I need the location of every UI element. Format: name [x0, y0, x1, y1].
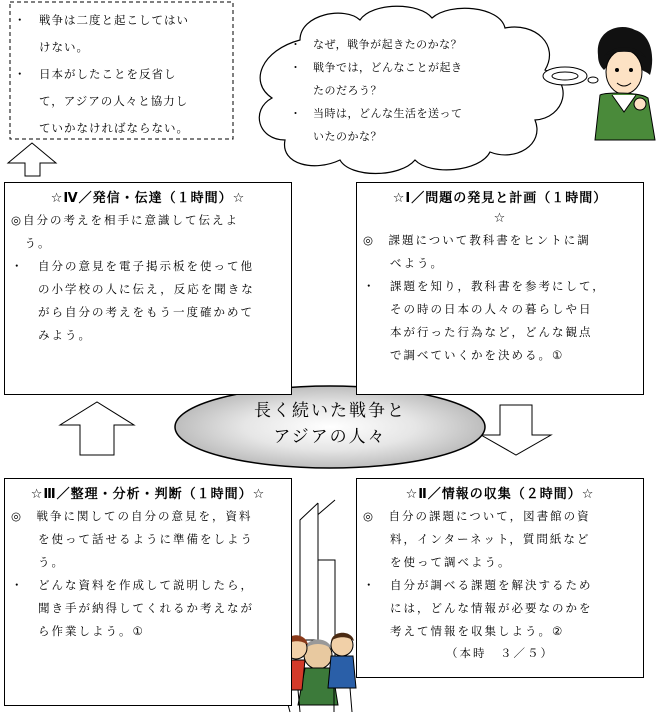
step-line: で調べていくかを決める。① [363, 348, 565, 362]
thought-text [290, 33, 520, 148]
step-line: 聞き手が納得してくれるか考えなが [11, 601, 254, 615]
step-line: ・ どんな資料を作成して説明したら， [11, 578, 254, 592]
note-line: けない。 [14, 40, 89, 54]
center-title-line1: 長く続いた戦争と [254, 401, 406, 421]
step-line: ・ 課題を知り，教科書を参考にして， [363, 279, 606, 293]
thought-line: ・ なぜ，戦争が起きたのかな？ [290, 38, 463, 51]
thought-bubble-small [588, 77, 598, 83]
step-line: の小学校の人に伝え，反応を聞きな [11, 282, 255, 296]
step-line: を使って調べよう。 [363, 555, 512, 569]
step-line: 料，インターネット，質問紙など [363, 532, 591, 546]
step-line: う。 [11, 236, 52, 250]
note-line: ていかなければならない。 [14, 121, 189, 135]
step-line: う。 [11, 555, 65, 569]
center-title-line2: アジアの人々 [273, 427, 387, 447]
step-line: みよう。 [11, 328, 92, 342]
note-line: ・ 日本がしたことを反省し [14, 67, 177, 81]
arrow-down-right [481, 405, 551, 455]
step-line: ◎ 課題について教科書をヒントに調 [363, 233, 591, 247]
step-line: ・ 自分が調べる課題を解決するため [363, 578, 593, 592]
note-line: て，アジアの人々と協力し [14, 94, 189, 108]
step-line: 考えて情報を収集しよう。② [363, 624, 565, 638]
arrow-left-inner [300, 503, 318, 640]
center-title [175, 398, 485, 450]
note-box [14, 7, 232, 142]
thought-line: ・ 当時は，どんな生活を送って [290, 107, 463, 120]
step-line: ◎ 自分の課題について，図書館の資 [363, 509, 591, 523]
girl-thinking-illustration [595, 27, 655, 140]
arrow-up-to-note [8, 143, 56, 176]
step-box-3 [4, 478, 292, 706]
step-box-2 [356, 478, 644, 678]
step-title-star: ☆ [493, 211, 507, 226]
step-line: ◎ 戦争に関しての自分の意見を，資料 [11, 509, 253, 523]
arrow-up-left [60, 402, 134, 455]
step-line: 本が行った行為など，どんな観点 [363, 325, 593, 339]
step-title: ☆Ⅱ／情報の収集（２時間）☆ [405, 487, 595, 502]
step-line: べよう。 [363, 256, 444, 270]
step-box-1 [356, 182, 644, 395]
step-title: ☆Ⅰ／問題の発見と計画（１時間） [392, 191, 608, 206]
step-title: ☆Ⅳ／発信・伝達（１時間）☆ [50, 191, 246, 206]
step-line: ・ 自分の意見を電子掲示板を使って他 [11, 259, 254, 273]
note-line: ・ 戦争は二度と起こしてはい [14, 13, 189, 27]
step-line: ◎自分の考えを相手に意識して伝えよ [11, 213, 240, 227]
thought-line: たのだろう？ [290, 84, 382, 97]
step-line: その時の日本の人々の暮らしや日 [363, 302, 593, 316]
thought-line: いたのかな？ [290, 130, 382, 143]
thought-bubble-inner [552, 72, 578, 80]
step-line: を使って話せるように準備をしよう [11, 532, 254, 546]
thought-line: ・ 戦争では，どんなことが起き [290, 61, 463, 74]
step-title: ☆Ⅲ／整理・分析・判断（１時間）☆ [30, 487, 266, 502]
lesson-count: （本時 ３／５） [446, 646, 554, 660]
step-line: には，どんな情報が必要なのかを [363, 601, 593, 615]
step-line: ら作業しよう。① [11, 624, 145, 638]
step-line: がら自分の考えをもう一度確かめて [11, 305, 254, 319]
step-box-4 [4, 182, 292, 395]
